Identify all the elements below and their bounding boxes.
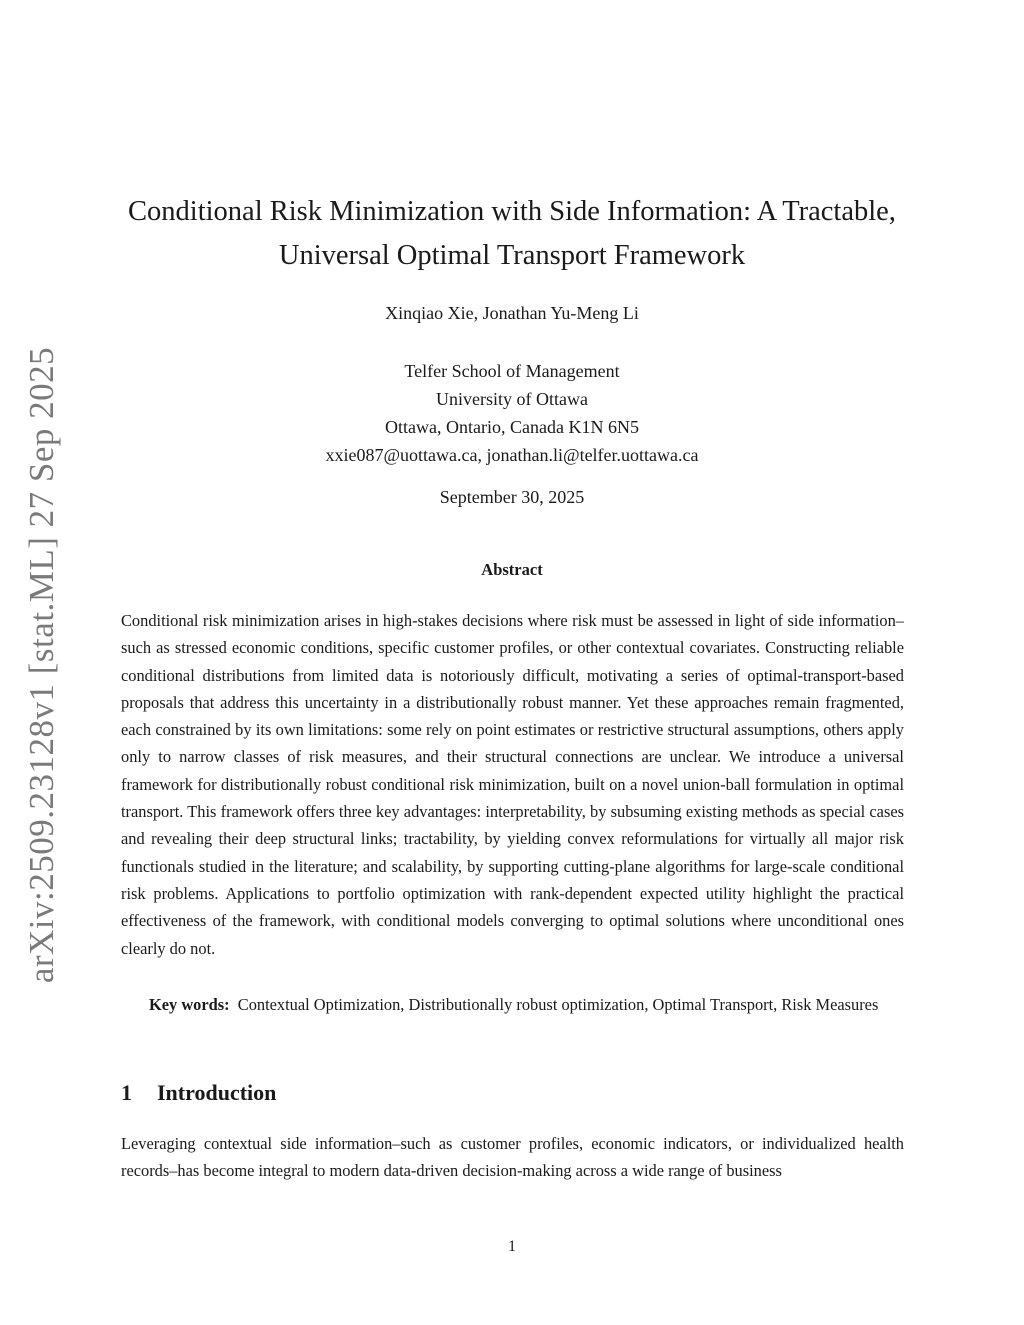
affiliation-address: Ottawa, Ontario, Canada K1N 6N5 (385, 417, 639, 437)
section-title: Introduction (157, 1080, 277, 1105)
authors: Xinqiao Xie, Jonathan Yu-Meng Li (385, 303, 639, 323)
page-number: 1 (508, 1238, 516, 1255)
paper-title-line-1: Conditional Risk Minimization with Side Information: A Tractable, (128, 196, 896, 227)
affiliation-school: Telfer School of Management (404, 361, 620, 381)
introduction-body: Leveraging contextual side information–such as customer profiles, economic indicators, or individualized health records–has become integral to modern data-driven decision-making across a wide range of business (121, 1134, 904, 1181)
paper-title (90, 190, 934, 278)
paper-title-line-2: Universal Optimal Transport Framework (278, 240, 746, 271)
affiliation (90, 357, 934, 469)
keywords-text: Contextual Optimization, Distributionally robust optimization, Optimal Transport, Risk Measures (237, 995, 879, 1014)
section-number: 1 (121, 1080, 132, 1105)
arxiv-identifier (14, 346, 70, 984)
affiliation-university: University of Ottawa (436, 389, 588, 409)
abstract-body: Conditional risk minimization arises in high-stakes decisions where risk must be assessed in light of side information–such as stressed economic conditions, specific customer profiles, or other contextual covariates. Constructing reliable conditional distributions from limited data is notoriously difficult, motivating a series of optimal-transport-based proposals that address this uncertainty in a distributionally robust manner. Yet these approaches remain fragmented, each constrained by its own limitations: some rely on point estimates or restrictive structural assumptions, others apply only to narrow classes of risk measures, and their structural connections are unclear. We introduce a universal framework for distributionally robust conditional risk minimization, built on a novel union-ball formulation in optimal transport. This framework offers three key advantages: interpretability, by subsuming existing methods as special cases and revealing their deep structural links; tractability, by yielding convex reformulations for virtually all major risk functionals studied in the literature; and scalability, by supporting cutting-plane algorithms for large-scale conditional risk problems. Applications to portfolio optimization with rank-dependent expected utility highlight the practical effectiveness of the framework, with conditional models converging to optimal solutions where unconditional ones clearly do not. (121, 611, 904, 958)
keywords-label: Key words: (149, 995, 230, 1014)
arxiv-identifier-text: arXiv:2509.23128v1 [stat.ML] 27 Sep 2025 (22, 346, 62, 984)
paper-date: September 30, 2025 (439, 487, 585, 507)
section-heading-introduction (121, 1080, 276, 1106)
abstract-heading: Abstract (481, 560, 543, 579)
affiliation-emails: xxie087@uottawa.ca, jonathan.li@telfer.uottawa.ca (325, 445, 699, 465)
keywords (121, 991, 904, 1018)
